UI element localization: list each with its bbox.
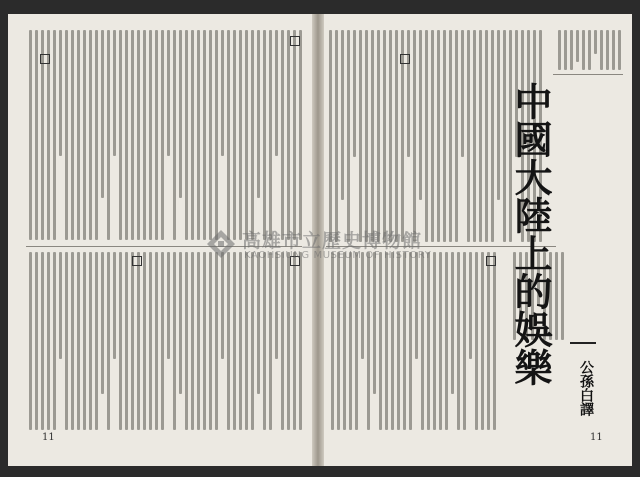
text-column xyxy=(65,252,68,430)
text-column xyxy=(409,252,412,430)
text-column xyxy=(101,252,104,394)
text-column xyxy=(89,252,92,430)
text-column xyxy=(77,252,80,430)
text-column xyxy=(433,252,436,430)
text-column xyxy=(343,252,346,430)
text-column xyxy=(197,252,200,430)
section-marker xyxy=(290,36,300,46)
text-column xyxy=(95,252,98,430)
text-column xyxy=(167,30,170,156)
text-column xyxy=(227,30,230,240)
text-column xyxy=(385,252,388,430)
text-column xyxy=(383,30,386,242)
intro-text xyxy=(555,30,621,70)
text-column xyxy=(233,30,236,240)
left-page-upper-text xyxy=(26,30,302,240)
text-column xyxy=(245,252,248,430)
text-column xyxy=(89,30,92,240)
text-column xyxy=(558,30,561,70)
section-marker xyxy=(400,54,410,64)
watermark-english: KAOHSIUNG MUSEUM OF HISTORY xyxy=(244,250,432,261)
text-column xyxy=(137,252,140,430)
text-column xyxy=(269,30,272,240)
text-column xyxy=(215,252,218,430)
text-column xyxy=(561,252,564,340)
text-column xyxy=(371,30,374,242)
text-column xyxy=(475,252,478,430)
text-column xyxy=(227,252,230,430)
section-marker xyxy=(40,54,50,64)
text-column xyxy=(83,30,86,240)
text-column xyxy=(473,30,476,242)
right-page-number: 11 xyxy=(590,432,603,443)
text-column xyxy=(149,30,152,240)
text-column xyxy=(287,30,290,240)
text-column xyxy=(83,252,86,430)
text-column xyxy=(95,30,98,240)
text-column xyxy=(35,252,38,430)
left-page-number: 11 xyxy=(42,432,55,443)
text-column xyxy=(359,30,362,242)
text-column xyxy=(367,252,370,430)
text-column xyxy=(373,252,376,394)
text-column xyxy=(293,30,296,240)
text-column xyxy=(251,30,254,240)
text-column xyxy=(287,252,290,430)
text-column xyxy=(47,252,50,430)
text-column xyxy=(221,252,224,359)
text-column xyxy=(391,252,394,430)
intro-rule xyxy=(553,74,623,75)
text-column xyxy=(497,30,500,200)
text-column xyxy=(600,30,603,70)
text-column xyxy=(487,252,490,430)
text-column xyxy=(443,30,446,242)
text-column xyxy=(233,252,236,430)
text-column xyxy=(173,30,176,240)
text-column xyxy=(355,252,358,430)
text-column xyxy=(149,252,152,430)
text-column xyxy=(377,30,380,242)
text-column xyxy=(185,30,188,240)
text-column xyxy=(131,30,134,240)
text-column xyxy=(594,30,597,54)
text-column xyxy=(71,252,74,430)
section-marker xyxy=(486,256,496,266)
text-column xyxy=(113,30,116,156)
text-column xyxy=(59,252,62,359)
text-column xyxy=(197,30,200,240)
text-column xyxy=(612,30,615,70)
text-column xyxy=(431,30,434,242)
text-column xyxy=(143,30,146,240)
text-column xyxy=(451,252,454,394)
text-column xyxy=(167,252,170,359)
text-column xyxy=(379,252,382,430)
section-marker xyxy=(132,256,142,266)
text-column xyxy=(463,252,466,430)
text-column xyxy=(209,252,212,430)
watermark-chinese: 高雄市立歷史博物館 xyxy=(242,230,423,252)
text-column xyxy=(606,30,609,70)
text-column xyxy=(281,30,284,240)
article-author: 公孫白譯 xyxy=(578,360,594,416)
text-column xyxy=(582,30,585,70)
text-column xyxy=(179,30,182,198)
text-column xyxy=(421,252,424,430)
text-column xyxy=(191,252,194,430)
text-column xyxy=(469,252,472,359)
text-column xyxy=(53,30,56,240)
text-column xyxy=(173,252,176,430)
text-column xyxy=(53,252,56,430)
article-title: 中國大陸上的娛樂 xyxy=(508,82,552,386)
text-column xyxy=(564,30,567,70)
text-column xyxy=(221,30,224,156)
text-column xyxy=(481,252,484,430)
text-column xyxy=(209,30,212,240)
text-column xyxy=(361,252,364,359)
text-column xyxy=(263,252,266,430)
text-column xyxy=(203,30,206,240)
text-column xyxy=(299,252,302,430)
text-column xyxy=(59,30,62,156)
text-column xyxy=(427,252,430,430)
text-column xyxy=(347,30,350,242)
text-column xyxy=(185,252,188,430)
text-column xyxy=(365,30,368,242)
right-page-lower-text xyxy=(326,252,496,430)
text-column xyxy=(485,30,488,242)
text-column xyxy=(107,30,110,240)
author-rule xyxy=(570,342,596,344)
text-column xyxy=(479,30,482,242)
text-column xyxy=(161,30,164,240)
text-column xyxy=(413,30,416,242)
text-column xyxy=(137,30,140,240)
text-column xyxy=(29,252,32,430)
text-column xyxy=(125,252,128,430)
text-column xyxy=(449,30,452,242)
text-column xyxy=(455,30,458,242)
text-column xyxy=(329,30,332,242)
text-column xyxy=(275,30,278,156)
text-column xyxy=(439,252,442,430)
text-column xyxy=(269,252,272,430)
text-column xyxy=(555,252,558,340)
text-column xyxy=(71,30,74,240)
text-column xyxy=(415,252,418,359)
text-column xyxy=(349,252,352,430)
text-column xyxy=(335,30,338,242)
text-column xyxy=(389,30,392,242)
text-column xyxy=(331,252,334,430)
left-page-lower-text xyxy=(26,252,302,430)
text-column xyxy=(191,30,194,240)
text-column xyxy=(65,30,68,240)
museum-logo-icon xyxy=(205,228,237,260)
text-column xyxy=(275,252,278,359)
text-column xyxy=(35,30,38,240)
text-column xyxy=(239,30,242,240)
text-column xyxy=(215,30,218,240)
text-column xyxy=(457,252,460,430)
text-column xyxy=(467,30,470,242)
text-column xyxy=(588,30,591,70)
text-column xyxy=(337,252,340,430)
text-column xyxy=(131,252,134,430)
text-column xyxy=(281,252,284,430)
text-column xyxy=(493,252,496,430)
text-column xyxy=(491,30,494,242)
text-column xyxy=(576,30,579,62)
text-column xyxy=(419,30,422,200)
text-column xyxy=(299,30,302,240)
text-column xyxy=(179,252,182,394)
text-column xyxy=(293,252,296,430)
text-column xyxy=(618,30,621,70)
text-column xyxy=(125,30,128,240)
text-column xyxy=(245,30,248,240)
text-column xyxy=(203,252,206,430)
text-column xyxy=(461,30,464,157)
text-column xyxy=(155,30,158,240)
text-column xyxy=(101,30,104,198)
text-column xyxy=(113,252,116,359)
text-column xyxy=(353,30,356,157)
text-column xyxy=(155,252,158,430)
text-column xyxy=(257,252,260,394)
text-column xyxy=(425,30,428,242)
text-column xyxy=(119,30,122,240)
text-column xyxy=(403,252,406,430)
text-column xyxy=(41,252,44,430)
text-column xyxy=(161,252,164,430)
text-column xyxy=(77,30,80,240)
text-column xyxy=(251,252,254,430)
text-column xyxy=(257,30,260,198)
text-column xyxy=(107,252,110,430)
text-column xyxy=(119,252,122,430)
text-column xyxy=(397,252,400,430)
text-column xyxy=(407,30,410,157)
text-column xyxy=(570,30,573,70)
text-column xyxy=(437,30,440,242)
text-column xyxy=(445,252,448,430)
text-column xyxy=(29,30,32,240)
text-column xyxy=(239,252,242,430)
text-column xyxy=(263,30,266,240)
text-column xyxy=(143,252,146,430)
text-column xyxy=(395,30,398,242)
text-column xyxy=(341,30,344,200)
